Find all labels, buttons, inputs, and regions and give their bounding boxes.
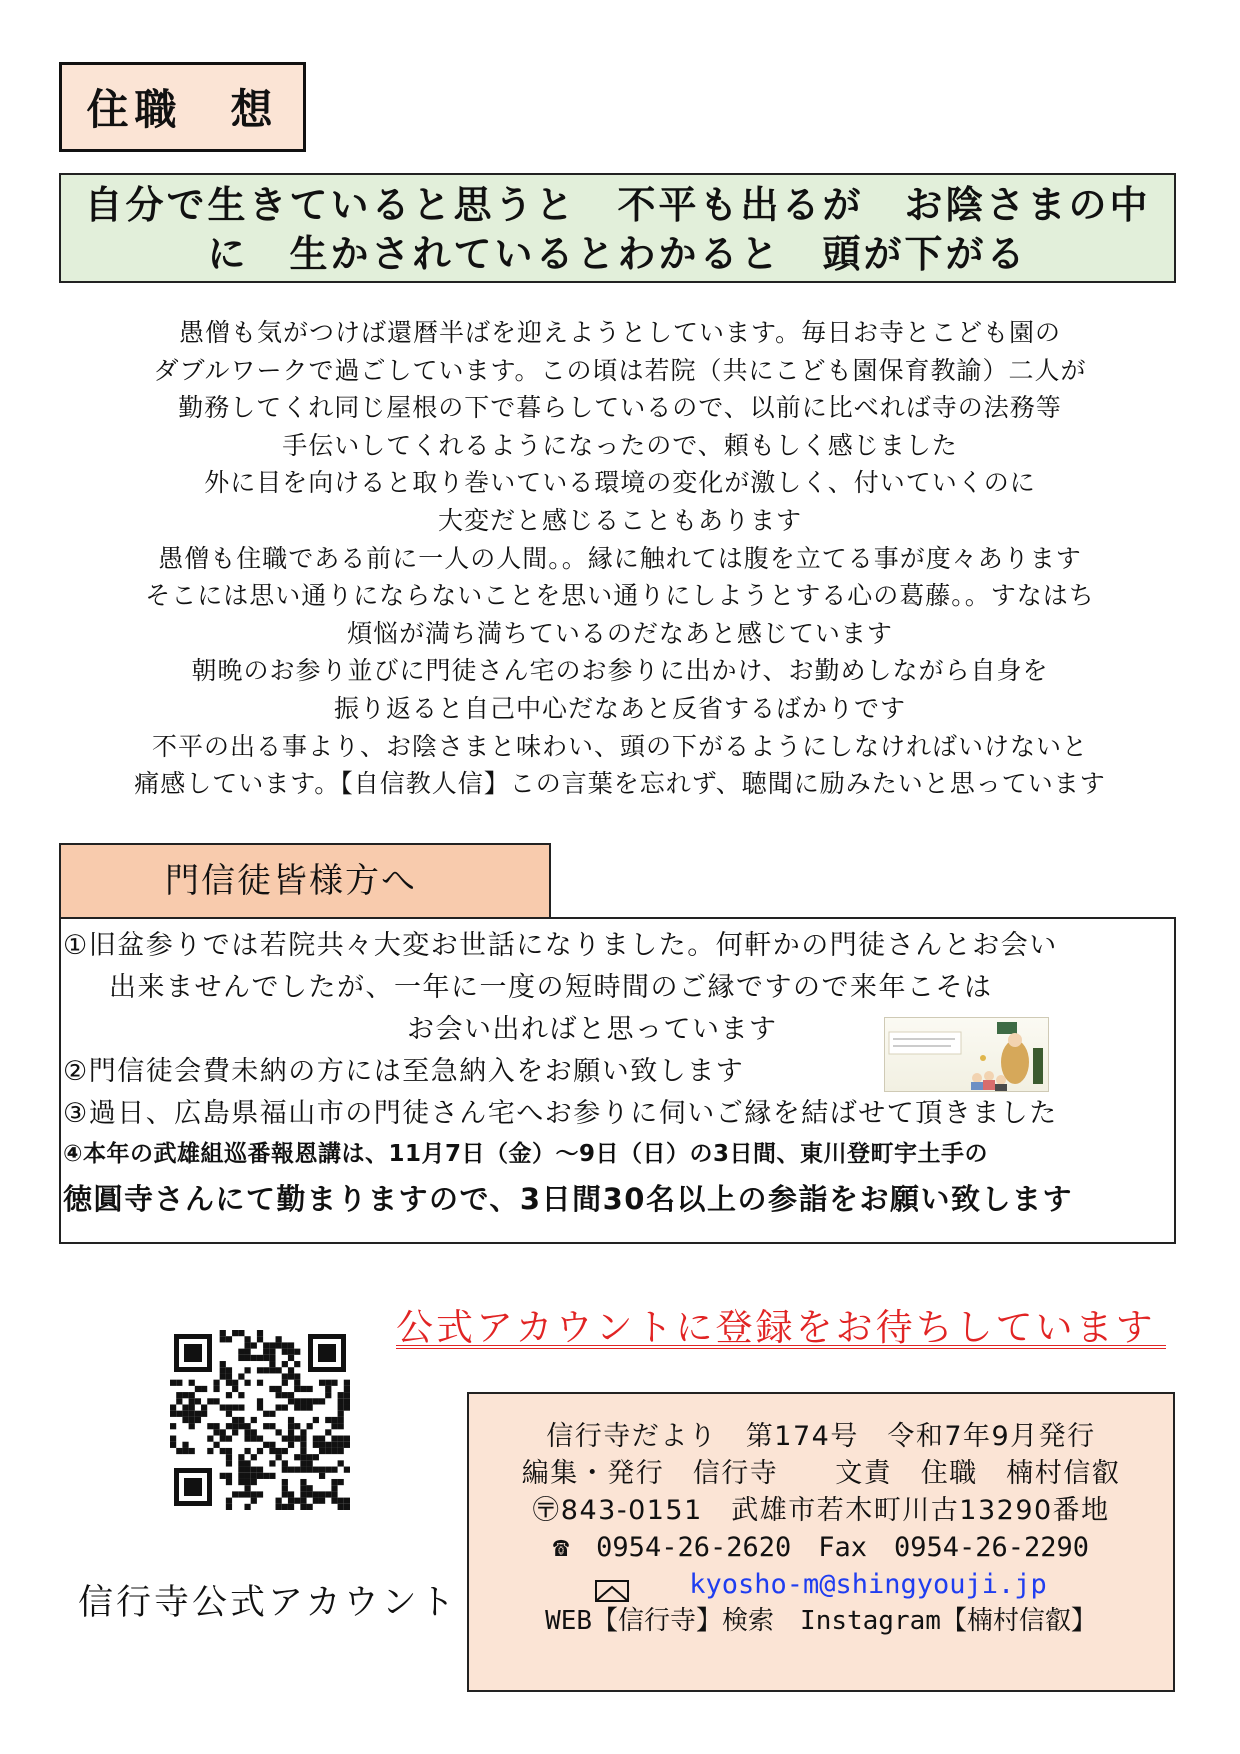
essay-line: 振り返ると自己中心だなあと反省するばかりです — [333, 693, 906, 723]
essay-line: 手伝いしてくれるようになったので、頼もしく感じました — [282, 430, 958, 460]
phone-icon: ☎ — [552, 1532, 597, 1563]
notice-box — [59, 917, 1176, 1244]
essay-line: 朝晩のお参り並びに門徒さん宅のお参りに出かけ、お勤めしながら自身を — [191, 656, 1049, 686]
essay-line: 痛感しています。【自信教人信】この言葉を忘れず、聴聞に励みたいと思っています — [134, 769, 1106, 799]
notice-item-2: ②門信徒会費未納の方には至急納入をお願い致します — [63, 1056, 745, 1087]
issue-line: 信行寺だより 第174号 令和7年9月発行 — [546, 1421, 1096, 1452]
essay-line: 外に目を向けると取り巻いている環境の変化が激しく、付いていくのに — [204, 468, 1036, 498]
account-cta-banner: 公式アカウントに登録をお待ちしています — [396, 1297, 1166, 1349]
essay-line: 愚僧も気がつけば還暦半ばを迎えようとしています。毎日お寺とこども園の — [178, 318, 1061, 347]
page-title: 住職 想 — [59, 62, 306, 152]
headline-quote: 自分で生きていると思うと 不平も出るが お陰さまの中に 生かされているとわかると 頭が下がる — [59, 173, 1176, 283]
publication-info-box — [467, 1392, 1175, 1692]
email-line — [469, 1566, 1173, 1603]
qr-caption: 信行寺公式アカウント — [78, 1583, 458, 1623]
notice-item-4: ④本年の武雄組巡番報恩講は、11月7日（金）～9日（日）の3日間、東川登町宇土手の — [63, 1141, 988, 1167]
essay-line: 煩悩が満ち満ちているのだなあと感じています — [347, 618, 893, 648]
notice-item-1-cont: お会い出ればと思っています — [407, 1014, 778, 1045]
notice-item-3: ③過日、広島県福山市の門徒さん宅へお参りに伺いご縁を結ばせて頂きました — [63, 1098, 1058, 1129]
essay-line: 不平の出る事より、お陰さまと味わい、頭の下がるようにしなければいけないと — [151, 731, 1088, 761]
address-line: 〶843-0151 武雄市若木町川古13290番地 — [532, 1495, 1110, 1526]
editor-line: 編集・発行 信行寺 文責 住職 楠村信叡 — [521, 1458, 1121, 1489]
notice-item-4-cont: 徳圓寺さんにて勤まりますので、3日間30名以上の参詣をお願い致します — [63, 1182, 1073, 1216]
qr-code[interactable] — [170, 1330, 350, 1510]
essay-line: 愚僧も住職である前に一人の人間。。縁に触れては腹を立てる事が度々あります — [158, 543, 1082, 573]
postal-mark-icon: 〶 — [532, 1495, 561, 1526]
essay-line: 勤務してくれ同じ屋根の下で暮らしているので、以前に比べれば寺の法務等 — [178, 393, 1062, 423]
envelope-icon — [595, 1575, 629, 1597]
web-line: WEB【信行寺】検索 Instagram【楠村信叡】 — [545, 1606, 1097, 1636]
illustration-image — [884, 1017, 1049, 1092]
essay-body — [64, 314, 1176, 803]
notice-heading: 門信徒皆様方へ — [59, 843, 551, 919]
essay-line: ダブルワークで過ごしています。この頃は若院（共にこども園保育教諭）二人が — [153, 355, 1087, 385]
essay-line: そこには思い通りにならないことを思い通りにしようとする心の葛藤。。すなはち — [145, 581, 1095, 611]
essay-line: 大変だと感じることもあります — [437, 505, 802, 535]
notice-item-1: ①旧盆参りでは若院共々大変お世話になりました。何軒かの門徒さんとお会い — [63, 930, 1058, 961]
email-link[interactable]: kyosho-m@shingyouji.jp — [689, 1569, 1047, 1600]
phone-line: ☎ 0954-26-2620 Fax 0954-26-2290 — [552, 1532, 1090, 1563]
notice-item-1-cont: 出来ませんでしたが、一年に一度の短時間のご縁ですので来年こそは — [109, 972, 993, 1003]
